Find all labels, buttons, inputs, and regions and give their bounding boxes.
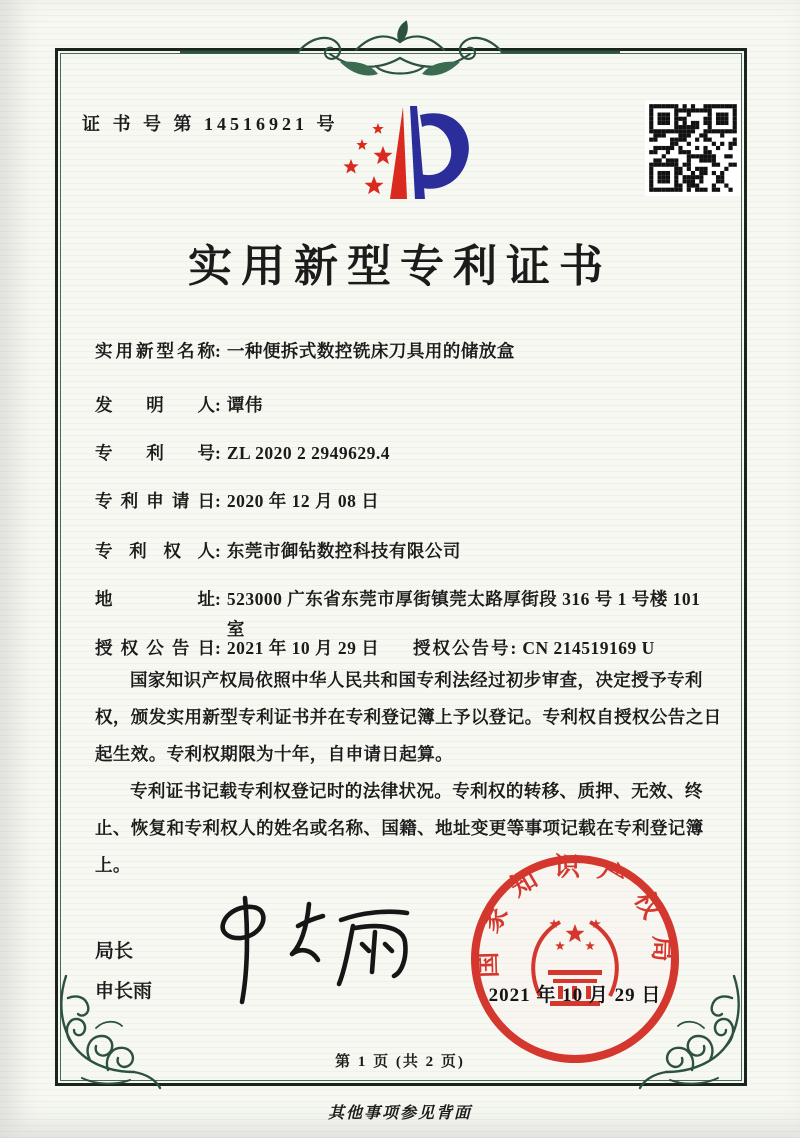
field-row-utility-name: [95, 336, 515, 366]
official-seal: [466, 850, 684, 1068]
page-number: 第 1 页 (共 2 页): [335, 1054, 465, 1070]
qr-code: [645, 100, 741, 196]
cnipa-logo: [330, 92, 490, 224]
field-row-grant-date: [95, 633, 379, 663]
field-value: ZL 2020 2 2949629.4: [226, 443, 390, 463]
logo-p-bowl: [420, 113, 469, 189]
field-colon: :: [215, 638, 221, 658]
back-side-note: 其他事项参见背面: [327, 1105, 472, 1122]
legal-paragraph-grant: 国家知识产权局依照中华人民共和国专利法经过初步审查，决定授予专利权，颁发实用新型专利证书并在专利登记簿上予以登记。专利权自授权公告之日起生效。专利权期限为十年，自申请日起算。: [95, 670, 722, 764]
field-label: 专利申请日: [95, 491, 215, 511]
field-value: 一种便拆式数控铣床刀具用的储放盒: [226, 341, 515, 361]
field-colon: :: [215, 541, 221, 561]
field-label: 地址: [95, 589, 215, 609]
field-row-patent-number: [95, 438, 390, 468]
certificate-title: 实用新型专利证书: [188, 242, 612, 291]
signature-handwriting: [195, 890, 425, 1015]
logo-red-spike: [390, 107, 407, 199]
field-label: 发明人: [95, 395, 215, 415]
commissioner-name: 申长雨: [95, 981, 153, 1002]
certificate-number: 证 书 号 第 14516921 号: [82, 114, 339, 134]
field-colon: :: [215, 395, 221, 415]
field-label: 专利权人: [95, 541, 215, 561]
field-value: 2020 年 12 月 08 日: [226, 491, 380, 511]
field-colon: :: [215, 589, 221, 609]
field-value: 2021 年 10 月 29 日: [226, 638, 380, 658]
commissioner-post: 局长: [95, 941, 134, 962]
commissioner-block: [95, 932, 152, 1012]
field-row-inventor: [95, 390, 263, 420]
field-label: 专利号: [95, 443, 215, 463]
field-row-filing-date: [95, 486, 379, 516]
logo-stars: [343, 123, 392, 194]
field-colon: :: [510, 638, 517, 658]
seal-agency-text: 国家知识产权局: [472, 852, 678, 979]
field-value: 东莞市御钻数控科技有限公司: [226, 541, 461, 561]
field-label: 授权公告日: [95, 638, 215, 658]
field-label: 授权公告号: [413, 638, 511, 658]
field-row-grant-number: [413, 633, 655, 663]
field-value: CN 214519169 U: [522, 638, 655, 658]
legal-paragraph-register: 专利证书记载专利权登记时的法律状况。专利权的转移、质押、无效、终止、恢复和专利权人的姓名或名称、国籍、地址变更等事项记载在专利登记簿上。: [95, 781, 704, 875]
field-label: 实用新型名称: [95, 341, 215, 361]
field-row-patentee: [95, 536, 461, 566]
field-value: 523000 广东省东莞市厚街镇莞太路厚街段 316 号 1 号楼 101 室: [226, 589, 701, 639]
seal-date: 2021 年 10 月 29 日: [488, 985, 662, 1006]
field-colon: :: [215, 491, 221, 511]
field-colon: :: [215, 443, 221, 463]
field-value: 谭伟: [226, 395, 263, 415]
field-colon: :: [215, 341, 221, 361]
